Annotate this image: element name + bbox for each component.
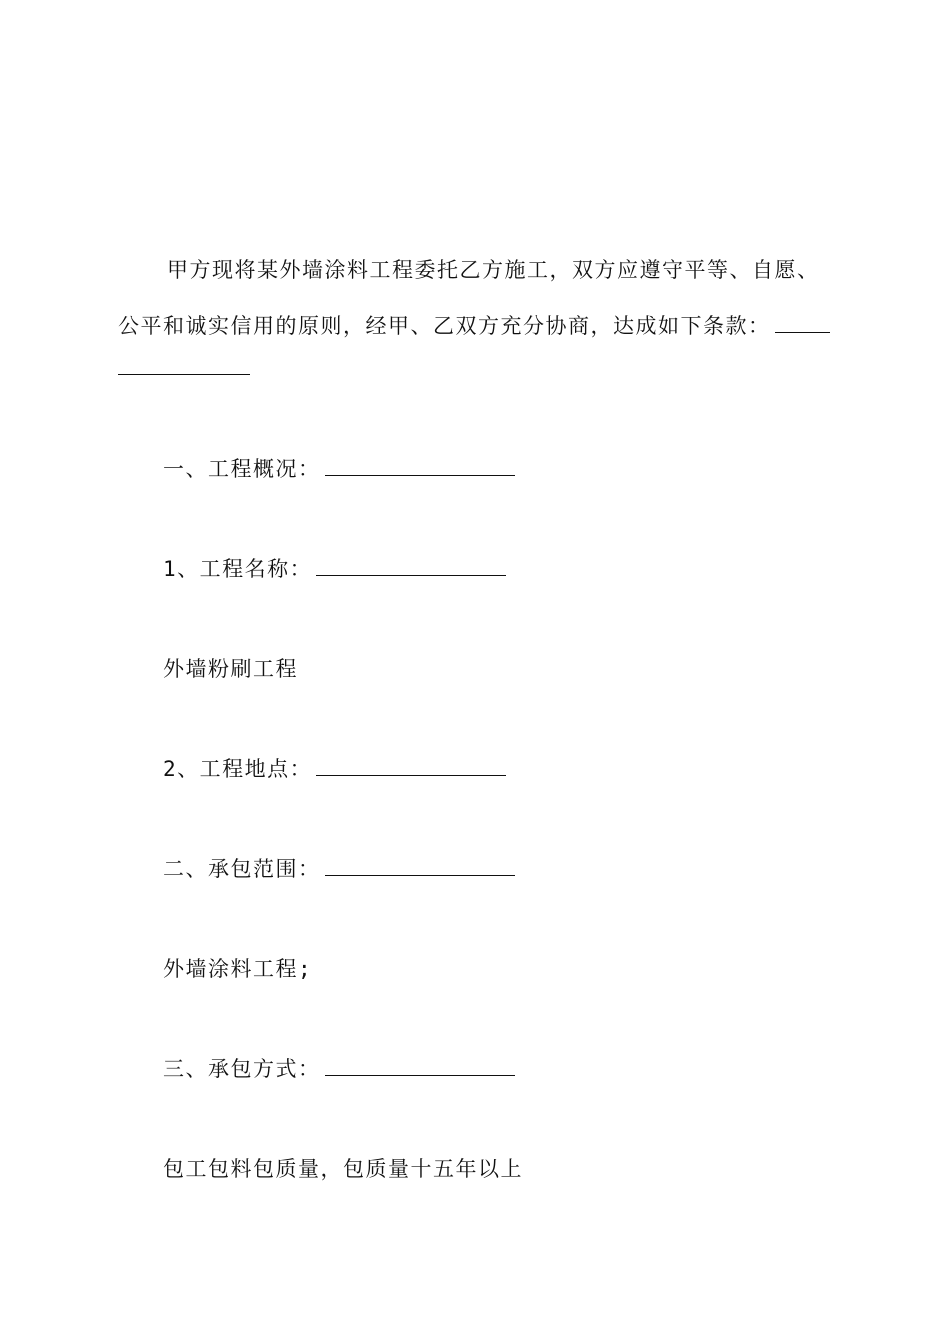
section-2-heading: [163, 855, 515, 883]
section-2-value-line: [163, 955, 312, 983]
intro-paragraph-line-2: [118, 312, 830, 340]
item-2-line: [163, 755, 506, 783]
section-1-label: 一、工程概况：: [163, 457, 321, 481]
fill-blank[interactable]: [316, 555, 506, 576]
section-3-heading: [163, 1055, 515, 1083]
item-2-label: 2、工程地点：: [163, 757, 313, 781]
fill-blank[interactable]: [775, 312, 830, 333]
section-3-value: 包工包料包质量，包质量十五年以上: [163, 1157, 523, 1181]
fill-blank[interactable]: [325, 855, 515, 876]
section-2-label: 二、承包范围：: [163, 857, 321, 881]
intro-text-1: 甲方现将某外墙涂料工程委托乙方施工，双方应遵守平等、自愿、: [167, 258, 820, 282]
section-3-value-line: [163, 1155, 523, 1183]
section-2-value: 外墙涂料工程;: [163, 957, 313, 981]
fill-blank[interactable]: [316, 755, 506, 776]
intro-paragraph-line-3: [118, 354, 250, 382]
fill-blank[interactable]: [118, 354, 250, 375]
intro-paragraph-line-1: [167, 256, 820, 284]
intro-text-2: 公平和诚实信用的原则，经甲、乙双方充分协商，达成如下条款：: [118, 314, 771, 338]
item-1-label: 1、工程名称：: [163, 557, 313, 581]
item-1-line: [163, 555, 506, 583]
fill-blank[interactable]: [325, 455, 515, 476]
item-1-value-line: [163, 655, 298, 683]
section-1-heading: [163, 455, 515, 483]
section-3-label: 三、承包方式：: [163, 1057, 321, 1081]
item-1-value: 外墙粉刷工程: [163, 657, 298, 681]
fill-blank[interactable]: [325, 1055, 515, 1076]
